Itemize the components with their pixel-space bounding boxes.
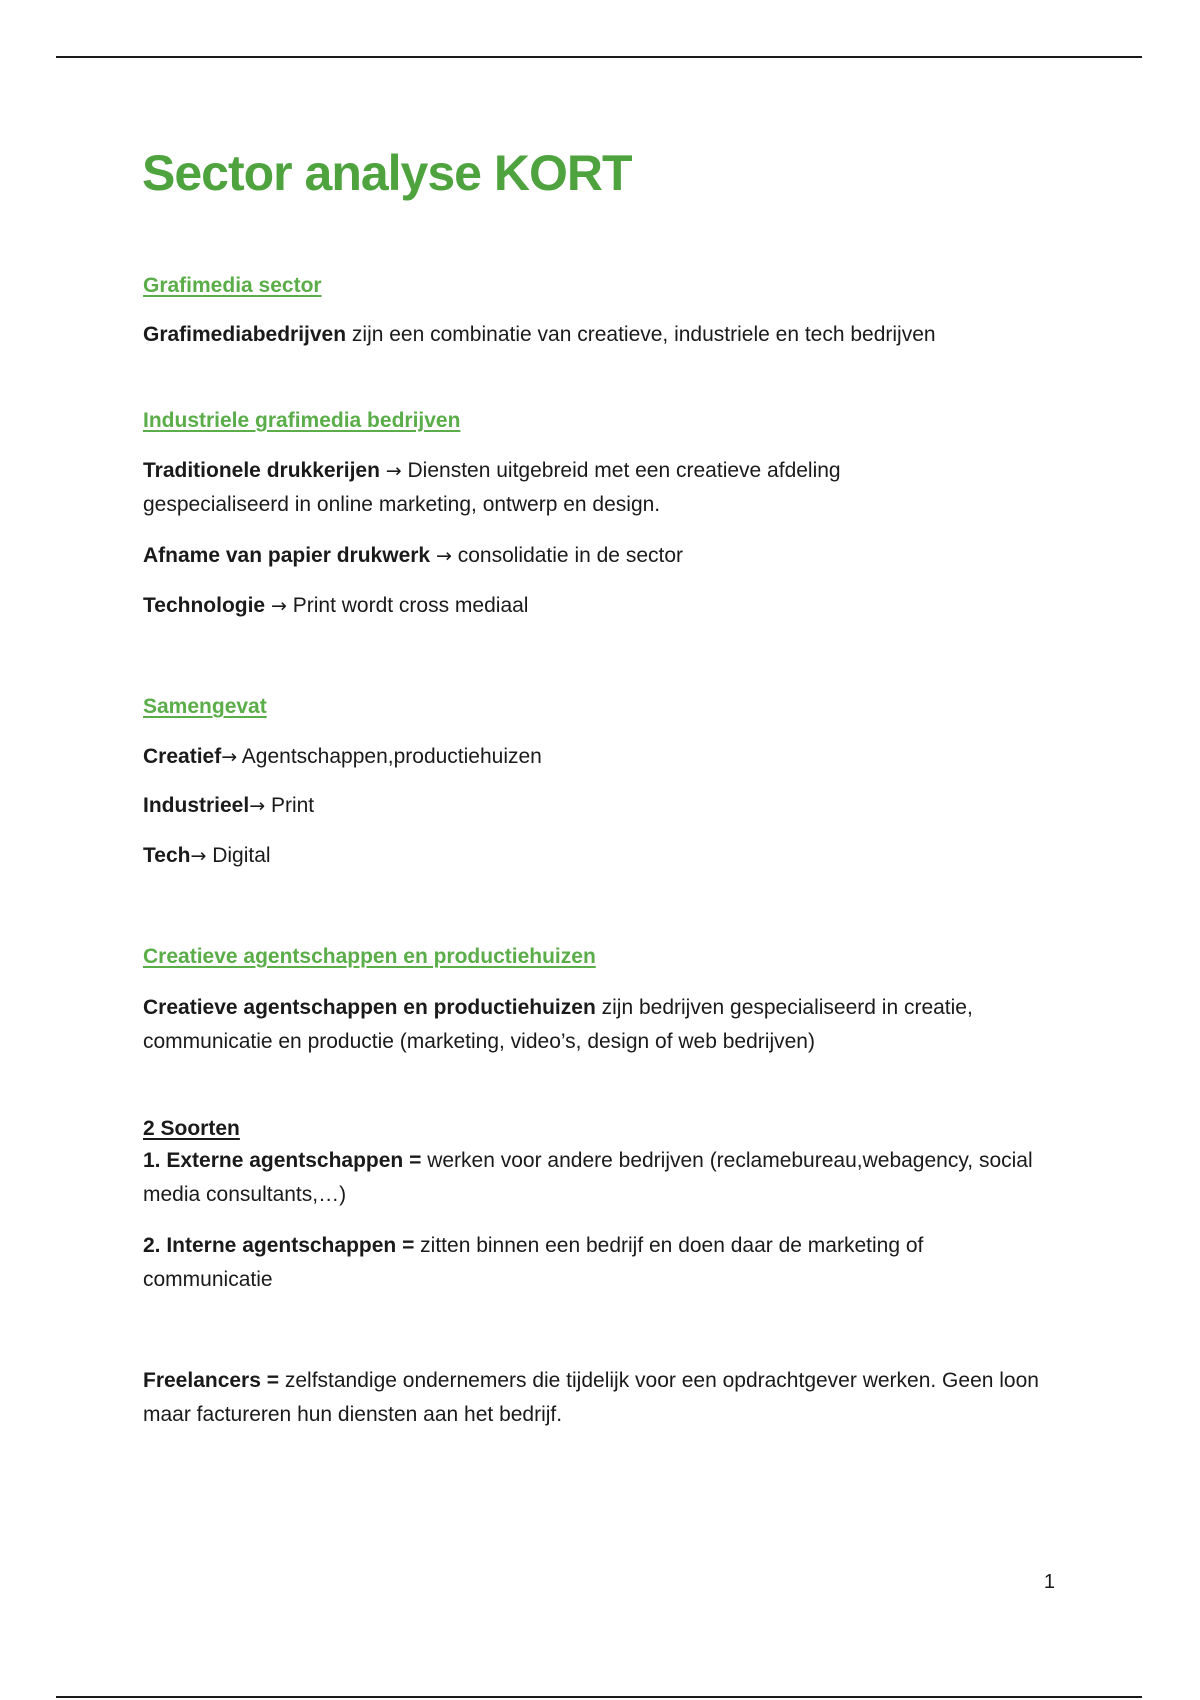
section-heading-samengevat: Samengevat [143, 695, 267, 718]
bold-term: Freelancers = [143, 1369, 280, 1392]
arrow-right-icon: → [249, 795, 266, 817]
section-heading-grafimedia: Grafimedia sector [143, 274, 322, 297]
paragraph-text: Print wordt cross mediaal [286, 594, 529, 617]
paragraph-technologie [143, 589, 1083, 623]
paragraph-text: Diensten uitgebreid met een creatieve afdeling gespecialiseerd in online marketing, ontwerp en design. [143, 459, 841, 516]
bold-term: Technologie [143, 594, 266, 617]
paragraph-drukkerijen [143, 454, 963, 522]
bold-term: Creatief [143, 745, 222, 768]
page-number: 1 [1043, 1571, 1055, 1593]
bold-term: Afname van papier drukwerk [143, 544, 431, 567]
paragraph-text: werken voor andere bedrijven (reclamebureau,webagency, social media consultants,…) [143, 1149, 1033, 1206]
arrow-right-icon: → [190, 845, 207, 867]
paragraph-text: Agentschappen,productiehuizen [237, 745, 542, 768]
paragraph-text: Digital [206, 844, 271, 867]
paragraph-interne [143, 1229, 1023, 1297]
arrow-right-icon: → [385, 460, 402, 482]
paragraph-text: Print [265, 794, 315, 817]
section-heading-soorten: 2 Soorten [143, 1117, 240, 1140]
arrow-right-icon: → [270, 595, 287, 617]
paragraph-grafimedia [143, 318, 1083, 352]
bold-term: 2. Interne agentschappen = [143, 1234, 415, 1257]
paragraph-text: zitten binnen een bedrijf en doen daar de marketing of communicatie [143, 1234, 924, 1291]
paragraph-creatieve [143, 991, 1003, 1059]
bold-term: Creatieve agentschappen en productiehuizen [143, 996, 596, 1019]
bold-term: Tech [143, 844, 191, 867]
bold-term: Traditionele drukkerijen [143, 459, 380, 482]
bold-term: 1. Externe agentschappen = [143, 1149, 422, 1172]
arrow-right-icon: → [435, 545, 452, 567]
bold-term: Grafimediabedrijven [143, 323, 347, 346]
section-heading-industriele: Industriele grafimedia bedrijven [143, 409, 461, 432]
paragraph-afname [143, 539, 1083, 573]
arrow-right-icon: → [221, 746, 238, 768]
footer-rule [56, 1696, 1142, 1698]
paragraph-creatief [143, 740, 1083, 774]
paragraph-externe [143, 1144, 1078, 1212]
page-title: Sector analyse KORT [142, 145, 632, 201]
bold-term: Industrieel [143, 794, 250, 817]
paragraph-text: consolidatie in de sector [451, 544, 684, 567]
paragraph-text: zijn een combinatie van creatieve, industriele en tech bedrijven [346, 323, 936, 346]
paragraph-freelancers [143, 1364, 1043, 1432]
paragraph-industrieel [143, 789, 1083, 823]
paragraph-text: zijn bedrijven gespecialiseerd in creatie, communicatie en productie (marketing, video’s, design of web bedrijven) [143, 996, 973, 1053]
paragraph-text: zelfstandige ondernemers die tijdelijk voor een opdrachtgever werken. Geen loon maar factureren hun diensten aan het bedrijf. [143, 1369, 1039, 1426]
header-rule [56, 56, 1142, 58]
section-heading-creatieve: Creatieve agentschappen en productiehuizen [143, 945, 596, 968]
paragraph-tech [143, 839, 1083, 873]
